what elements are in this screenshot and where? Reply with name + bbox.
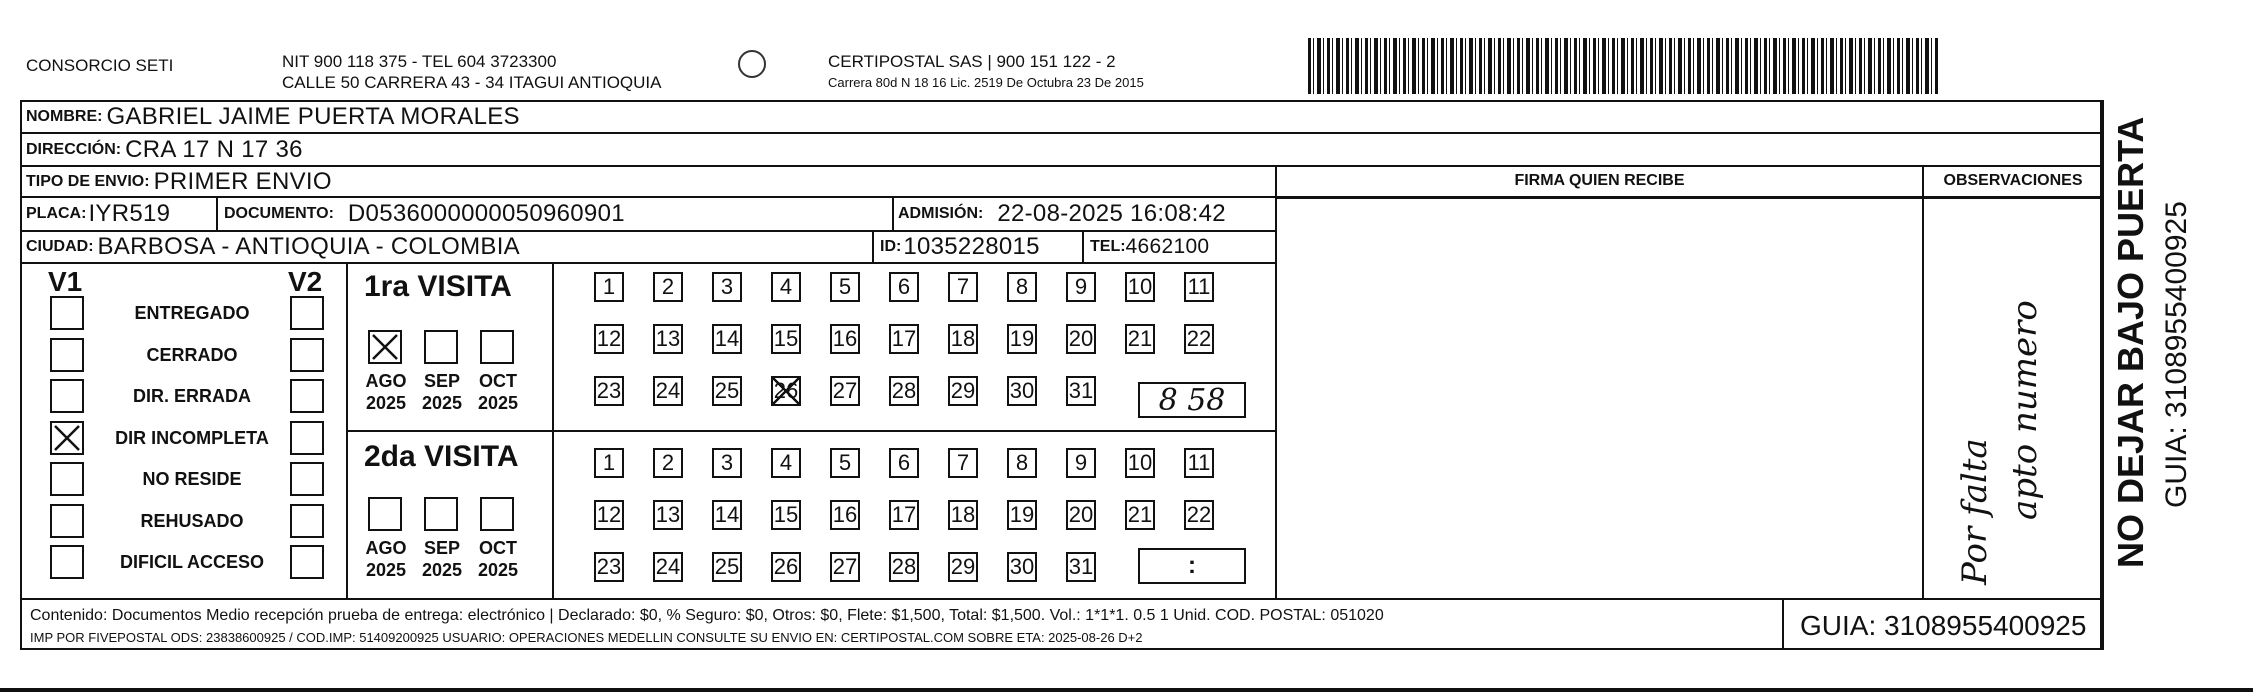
- visit2-day-box[interactable]: 18: [948, 500, 978, 530]
- firma-area[interactable]: [1277, 200, 1920, 596]
- status-label: CERRADO: [146, 344, 238, 365]
- visit1-time-field[interactable]: 8 58: [1138, 382, 1246, 418]
- visit2-day-box[interactable]: 9: [1066, 448, 1096, 478]
- visit1-day-box[interactable]: 31: [1066, 376, 1096, 406]
- nombre-label: NOMBRE:: [26, 108, 103, 125]
- visit2-day-box[interactable]: 20: [1066, 500, 1096, 530]
- visit1-day-box[interactable]: 18: [948, 324, 978, 354]
- visit2-day-box[interactable]: 1: [594, 448, 624, 478]
- visit1-day-box[interactable]: 17: [889, 324, 919, 354]
- visit2-day-box[interactable]: 23: [594, 552, 624, 582]
- status-label: NO RESIDE: [142, 469, 242, 489]
- carrier-license: Carrera 80d N 18 16 Lic. 2519 De Octubra 23 De 2015: [828, 75, 1144, 90]
- visit1-day-box[interactable]: 2: [653, 272, 683, 302]
- status-v2-checkbox[interactable]: [290, 338, 324, 372]
- visit2-day-box[interactable]: 2: [653, 448, 683, 478]
- visit1-day-box[interactable]: 11: [1184, 272, 1214, 302]
- direccion-value: CRA 17 N 17 36: [125, 136, 303, 163]
- visit1-month-label: SEP: [423, 371, 461, 391]
- visit2-day-box[interactable]: 21: [1125, 500, 1155, 530]
- status-label: ENTREGADO: [134, 303, 250, 323]
- visit2-month-label: SEP: [423, 538, 461, 558]
- visit2-year-label: 2025: [477, 560, 519, 580]
- visit2-day-box[interactable]: 12: [594, 500, 624, 530]
- status-v1-checkbox[interactable]: [50, 421, 84, 455]
- status-v2-checkbox[interactable]: [290, 504, 324, 538]
- carrier-logo-icon: [738, 50, 766, 78]
- visit2-day-box[interactable]: 14: [712, 500, 742, 530]
- tel-label: TEL:: [1090, 238, 1126, 255]
- side-warning: NO DEJAR BAJO PUERTA: [2110, 116, 2151, 568]
- visit1-month-checkbox[interactable]: [424, 330, 458, 364]
- status-label: REHUSADO: [140, 510, 244, 531]
- visit2-day-box[interactable]: 8: [1007, 448, 1037, 478]
- visit2-day-box[interactable]: 17: [889, 500, 919, 530]
- visit1-day-box[interactable]: 22: [1184, 324, 1214, 354]
- visit2-year-label: 2025: [365, 560, 407, 580]
- nombre-value: GABRIEL JAIME PUERTA MORALES: [106, 103, 520, 130]
- visit1-day-box[interactable]: 10: [1125, 272, 1155, 302]
- visit1-day-box[interactable]: 28: [889, 376, 919, 406]
- visit1-day-box[interactable]: 3: [712, 272, 742, 302]
- visit1-day-box[interactable]: 13: [653, 324, 683, 354]
- visit1-day-box[interactable]: 9: [1066, 272, 1096, 302]
- ciudad-label: CIUDAD:: [26, 238, 94, 255]
- documento-label: DOCUMENTO:: [224, 205, 334, 222]
- sender-name: CONSORCIO SETI: [26, 56, 174, 75]
- visit2-day-box[interactable]: 5: [830, 448, 860, 478]
- id-label: ID:: [880, 238, 902, 255]
- footer-guia: GUIA: 3108955400925: [1800, 610, 2087, 641]
- footer-contenido: Contenido: Documentos Medio recepción prueba de entrega: electrónico | Declarado: $0, % Seguro: $0, Otros: $0, Flete: $1,500, Total: $1,500. Vol.: 1*1*1. 0.5 1 Unid. COD. POSTAL: 051020: [30, 607, 1384, 624]
- visit1-day-box[interactable]: 19: [1007, 324, 1037, 354]
- visit2-day-box[interactable]: 25: [712, 552, 742, 582]
- visit2-day-box[interactable]: 22: [1184, 500, 1214, 530]
- visit1-day-box[interactable]: 26: [771, 376, 801, 406]
- visit2-month-label: OCT: [479, 538, 517, 558]
- status-v1-checkbox[interactable]: [50, 504, 84, 538]
- visit2-day-box[interactable]: 16: [830, 500, 860, 530]
- visit1-year-label: 2025: [477, 393, 519, 413]
- status-v1-checkbox[interactable]: [50, 296, 84, 330]
- id-value: 1035228015: [903, 233, 1040, 260]
- visit2-month-checkbox[interactable]: [424, 497, 458, 531]
- visit1-day-box[interactable]: 8: [1007, 272, 1037, 302]
- visit2-day-box[interactable]: 24: [653, 552, 683, 582]
- status-v2-checkbox[interactable]: [290, 421, 324, 455]
- observaciones-handwritten-line1: Por falta: [1955, 438, 1995, 585]
- visit2-day-box[interactable]: 27: [830, 552, 860, 582]
- status-v2-checkbox[interactable]: [290, 379, 324, 413]
- visit2-day-box[interactable]: 26: [771, 552, 801, 582]
- visit2-day-box[interactable]: 19: [1007, 500, 1037, 530]
- visit1-day-box[interactable]: 6: [889, 272, 919, 302]
- visit2-day-box[interactable]: 7: [948, 448, 978, 478]
- visit1-day-box[interactable]: 5: [830, 272, 860, 302]
- side-guia: GUIA: 3108955400925: [2160, 201, 2193, 508]
- status-label: DIR INCOMPLETA: [115, 427, 269, 448]
- status-label: DIFICIL ACCESO: [119, 552, 264, 572]
- visit2-title: 2da VISITA: [364, 440, 519, 473]
- visit1-day-box[interactable]: 27: [830, 376, 860, 406]
- barcode: [1308, 38, 1940, 94]
- visit2-month-checkbox[interactable]: [480, 497, 514, 531]
- status-v1-checkbox[interactable]: [50, 545, 84, 579]
- visit1-day-box[interactable]: 4: [771, 272, 801, 302]
- visit1-day-box[interactable]: 24: [653, 376, 683, 406]
- firma-header: FIRMA QUIEN RECIBE: [1514, 172, 1685, 189]
- visit1-day-box[interactable]: 30: [1007, 376, 1037, 406]
- sender-address: CALLE 50 CARRERA 43 - 34 ITAGUI ANTIOQUIA: [282, 73, 662, 92]
- footer-impresion: IMP POR FIVEPOSTAL ODS: 23838600925 / COD.IMP: 51409200925 USUARIO: OPERACIONES MEDELLIN CONSULTE SU ENVIO EN: CERTIPOSTAL.COM SOBRE ETA: 2025-08-26 D+2: [30, 630, 1143, 645]
- tipo-envio-value: PRIMER ENVIO: [153, 168, 332, 195]
- visit1-day-box[interactable]: 7: [948, 272, 978, 302]
- visit2-day-box[interactable]: 10: [1125, 448, 1155, 478]
- visit1-title: 1ra VISITA: [364, 270, 512, 303]
- status-v2-checkbox[interactable]: [290, 545, 324, 579]
- direccion-label: DIRECCIÓN:: [26, 141, 122, 158]
- visit1-day-box[interactable]: 20: [1066, 324, 1096, 354]
- visit2-time-field[interactable]: :: [1138, 548, 1246, 584]
- visit1-day-box[interactable]: 29: [948, 376, 978, 406]
- visit2-day-box[interactable]: 30: [1007, 552, 1037, 582]
- v1-header: V1: [48, 266, 83, 297]
- visit2-day-box[interactable]: 6: [889, 448, 919, 478]
- admision-label: ADMISIÓN:: [898, 205, 984, 222]
- visit1-month-label: AGO: [365, 371, 407, 391]
- status-v1-checkbox[interactable]: [50, 338, 84, 372]
- visit1-day-box[interactable]: 25: [712, 376, 742, 406]
- tel-value: 4662100: [1125, 235, 1210, 258]
- visit2-day-box[interactable]: 31: [1066, 552, 1096, 582]
- carrier-name: CERTIPOSTAL SAS | 900 151 122 - 2: [828, 52, 1116, 71]
- visit1-day-box[interactable]: 21: [1125, 324, 1155, 354]
- ciudad-value: BARBOSA - ANTIOQUIA - COLOMBIA: [97, 233, 520, 260]
- visit1-year-label: 2025: [365, 393, 407, 413]
- visit1-month-checkbox[interactable]: [480, 330, 514, 364]
- sender-nit: NIT 900 118 375 - TEL 604 3723300: [282, 52, 557, 71]
- admision-value: 22-08-2025 16:08:42: [997, 200, 1226, 227]
- visit1-day-box[interactable]: 14: [712, 324, 742, 354]
- observaciones-handwritten-line2: apto numero: [2005, 300, 2045, 520]
- visit2-day-box[interactable]: 3: [712, 448, 742, 478]
- status-v2-checkbox[interactable]: [290, 296, 324, 330]
- visit1-day-box[interactable]: 15: [771, 324, 801, 354]
- status-label: DIR. ERRADA: [132, 386, 251, 406]
- visit2-month-checkbox[interactable]: [368, 497, 402, 531]
- visit1-day-box[interactable]: 23: [594, 376, 624, 406]
- visit1-day-box[interactable]: 12: [594, 324, 624, 354]
- visit2-day-box[interactable]: 13: [653, 500, 683, 530]
- visit2-day-box[interactable]: 28: [889, 552, 919, 582]
- placa-label: PLACA:: [26, 205, 87, 222]
- visit2-day-box[interactable]: 11: [1184, 448, 1214, 478]
- observaciones-header: OBSERVACIONES: [1943, 172, 2083, 189]
- tipo-envio-label: TIPO DE ENVIO:: [26, 173, 150, 190]
- visit2-day-box[interactable]: 4: [771, 448, 801, 478]
- visit1-day-box[interactable]: 1: [594, 272, 624, 302]
- visit1-month-checkbox[interactable]: [368, 330, 402, 364]
- status-v2-checkbox[interactable]: [290, 462, 324, 496]
- visit1-year-label: 2025: [421, 393, 463, 413]
- visit2-day-box[interactable]: 29: [948, 552, 978, 582]
- documento-value: D0536000000050960901: [347, 200, 625, 227]
- status-v1-checkbox[interactable]: [50, 379, 84, 413]
- visit1-day-box[interactable]: 16: [830, 324, 860, 354]
- visit2-year-label: 2025: [421, 560, 463, 580]
- visit2-day-box[interactable]: 15: [771, 500, 801, 530]
- visit2-month-label: AGO: [365, 538, 407, 558]
- visit1-month-label: OCT: [479, 371, 517, 391]
- placa-value: IYR519: [88, 200, 171, 227]
- v2-header: V2: [288, 266, 323, 297]
- status-v1-checkbox[interactable]: [50, 462, 84, 496]
